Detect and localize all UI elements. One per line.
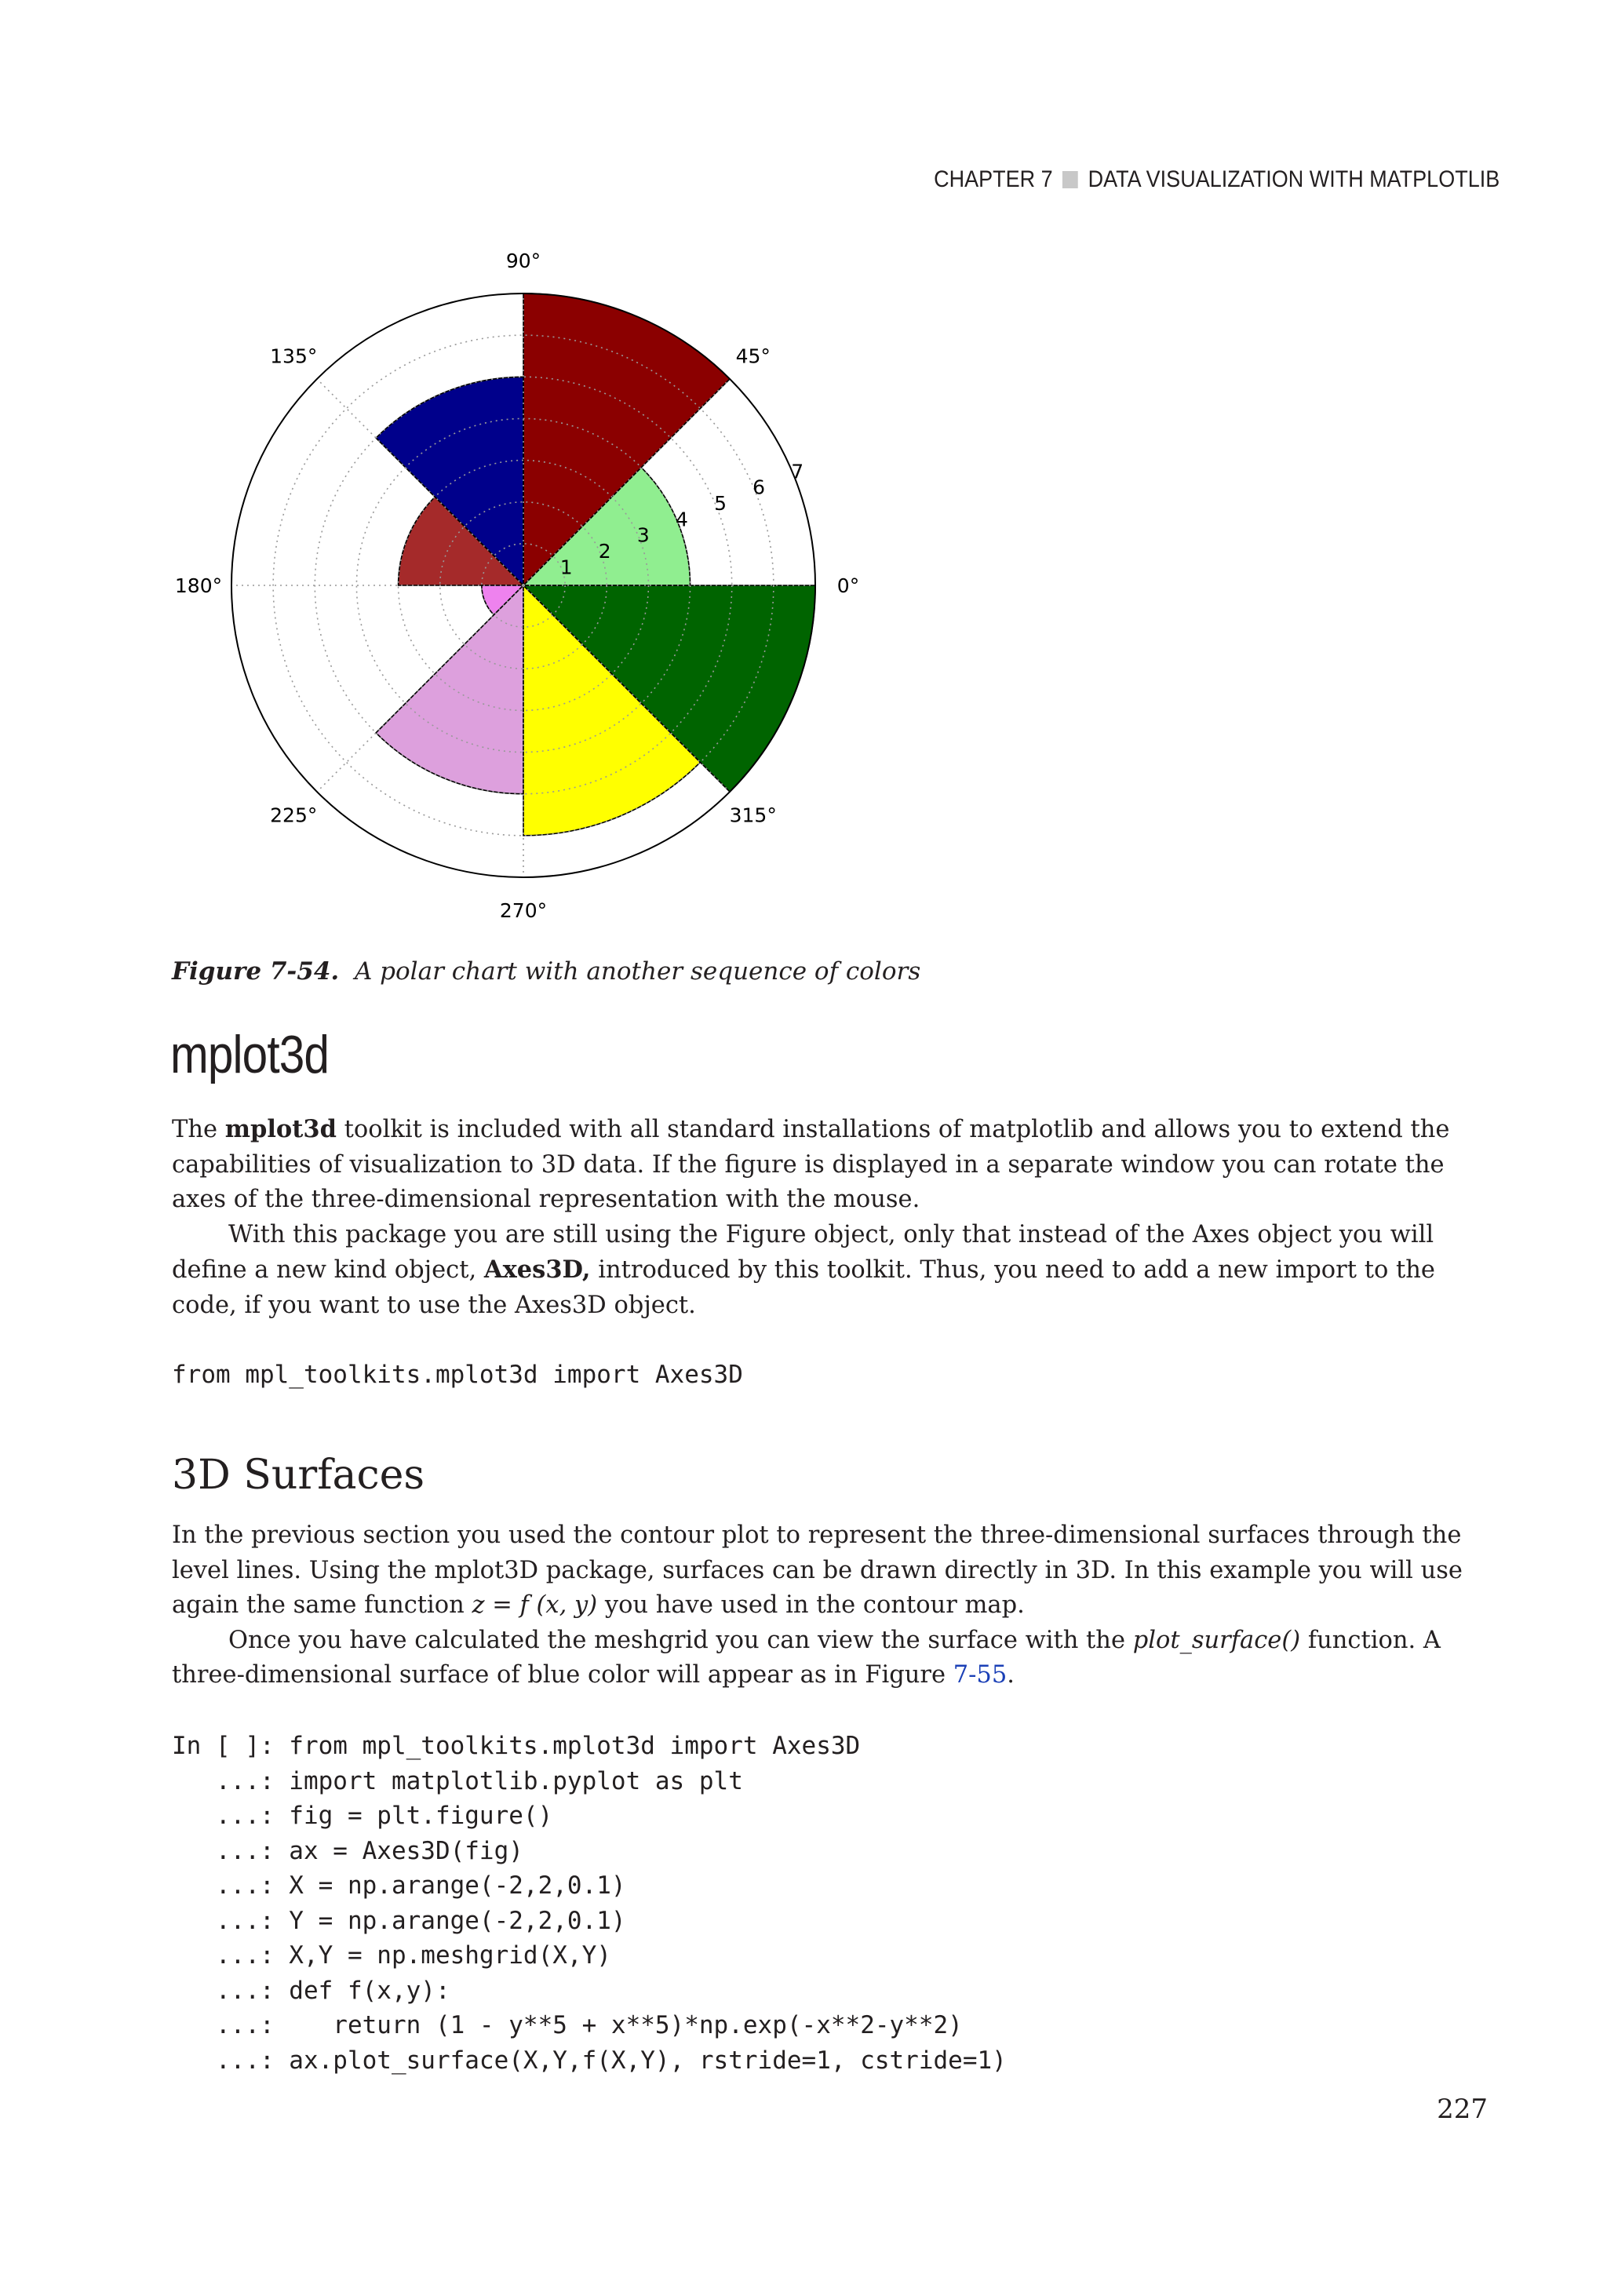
paragraph-axes3d: With this package you are still using the Figure object, only that instead of the Axes object you will define a new kind object, Axes3D, introduced by this toolkit. Thus, you need to add a new import to the code, if you want to use the Axes3D object. xyxy=(172,1220,1435,1319)
figure-caption xyxy=(172,957,920,986)
angle-tick-label: 0° xyxy=(836,574,860,597)
code-surface-example xyxy=(172,1729,1007,2078)
section-heading-mplot3d: mplot3d xyxy=(170,1025,330,1084)
bold-mplot3d: mplot3d xyxy=(224,1115,337,1143)
angle-tick-label: 270° xyxy=(499,899,548,922)
code-line: In [ ]: from mpl_toolkits.mplot3d import Axes3D xyxy=(172,1732,861,1760)
bold-axes3d: Axes3D, xyxy=(483,1256,591,1284)
radial-tick-label: 3 xyxy=(636,523,650,547)
paragraph-intro: The mplot3d toolkit is included with all standard installations of matplotlib and allows you to extend the capabilities of visualization to 3D data. If the figure is displayed in a separate window you can rotate the axes of the three-dimensional representation with the mouse. xyxy=(172,1115,1450,1213)
angle-tick-label: 135° xyxy=(270,344,318,368)
italic-plot-surface: plot_surface() xyxy=(1132,1626,1301,1654)
polar-chart-figure xyxy=(166,235,860,934)
radial-tick-label: 5 xyxy=(714,492,727,516)
angle-tick-label: 90° xyxy=(505,250,541,272)
chapter-title: DATA VISUALIZATION WITH MATPLOTLIB xyxy=(1088,166,1500,192)
figure-caption-text: A polar chart with another sequence of colors xyxy=(354,957,921,986)
code-line: ...: Y = np.arange(-2,2,0.1) xyxy=(215,1906,626,1935)
code-line: ...: fig = plt.figure() xyxy=(215,1802,553,1830)
code-line: ...: ax.plot_surface(X,Y,f(X,Y), rstride=1, cstride=1) xyxy=(172,2046,1007,2075)
page-number: 227 xyxy=(1437,2094,1488,2125)
radial-tick-label: 1 xyxy=(559,556,573,579)
section-body xyxy=(172,1112,1490,1323)
code-line: ...: ax = Axes3D(fig) xyxy=(215,1836,523,1865)
angle-tick-label: 180° xyxy=(174,574,223,597)
radial-tick-label: 7 xyxy=(791,460,804,483)
subsection-heading-3d-surfaces: 3D Surfaces xyxy=(172,1452,425,1499)
italic-function: z = f (x, y) xyxy=(472,1591,598,1619)
code-line: ...: X,Y = np.meshgrid(X,Y) xyxy=(215,1941,611,1970)
code-import-axes3d: from mpl_toolkits.mplot3d import Axes3D xyxy=(172,1361,743,1389)
radial-tick-label: 4 xyxy=(675,508,688,531)
paragraph-contour: In the previous section you used the contour plot to represent the three-dimensional surfaces through the level lines. Using the mplot3D package, surfaces can be drawn directly in 3D. In this example you will use again the same function z = f (x, y) you have used in the contour map. xyxy=(172,1522,1463,1619)
radial-tick-label: 6 xyxy=(752,476,766,499)
code-line: ...: return (1 - y**5 + x**5)*np.exp(-x**2-y**2) xyxy=(215,2011,963,2039)
polar-chart xyxy=(166,235,860,934)
running-header xyxy=(934,166,1500,193)
angle-tick-label: 45° xyxy=(735,344,771,368)
code-line: ...: def f(x,y): xyxy=(215,1976,450,2005)
chapter-label: CHAPTER 7 xyxy=(933,166,1053,192)
code-line: ...: import matplotlib.pyplot as plt xyxy=(215,1766,743,1795)
radial-tick-label: 2 xyxy=(598,540,611,563)
figure-caption-label: Figure 7-54. xyxy=(172,957,340,986)
code-line: ...: X = np.arange(-2,2,0.1) xyxy=(215,1871,626,1900)
paragraph-plot-surface: Once you have calculated the meshgrid you can view the surface with the plot_surface() function. A three-dimensional surface of blue color will appear as in Figure 7-55. xyxy=(172,1626,1441,1689)
figure-link-7-55[interactable]: 7-55 xyxy=(953,1661,1008,1689)
subsection-body xyxy=(172,1518,1490,1693)
angle-tick-label: 315° xyxy=(729,804,777,827)
angle-tick-label: 225° xyxy=(270,804,318,827)
header-separator-square xyxy=(1062,171,1078,188)
